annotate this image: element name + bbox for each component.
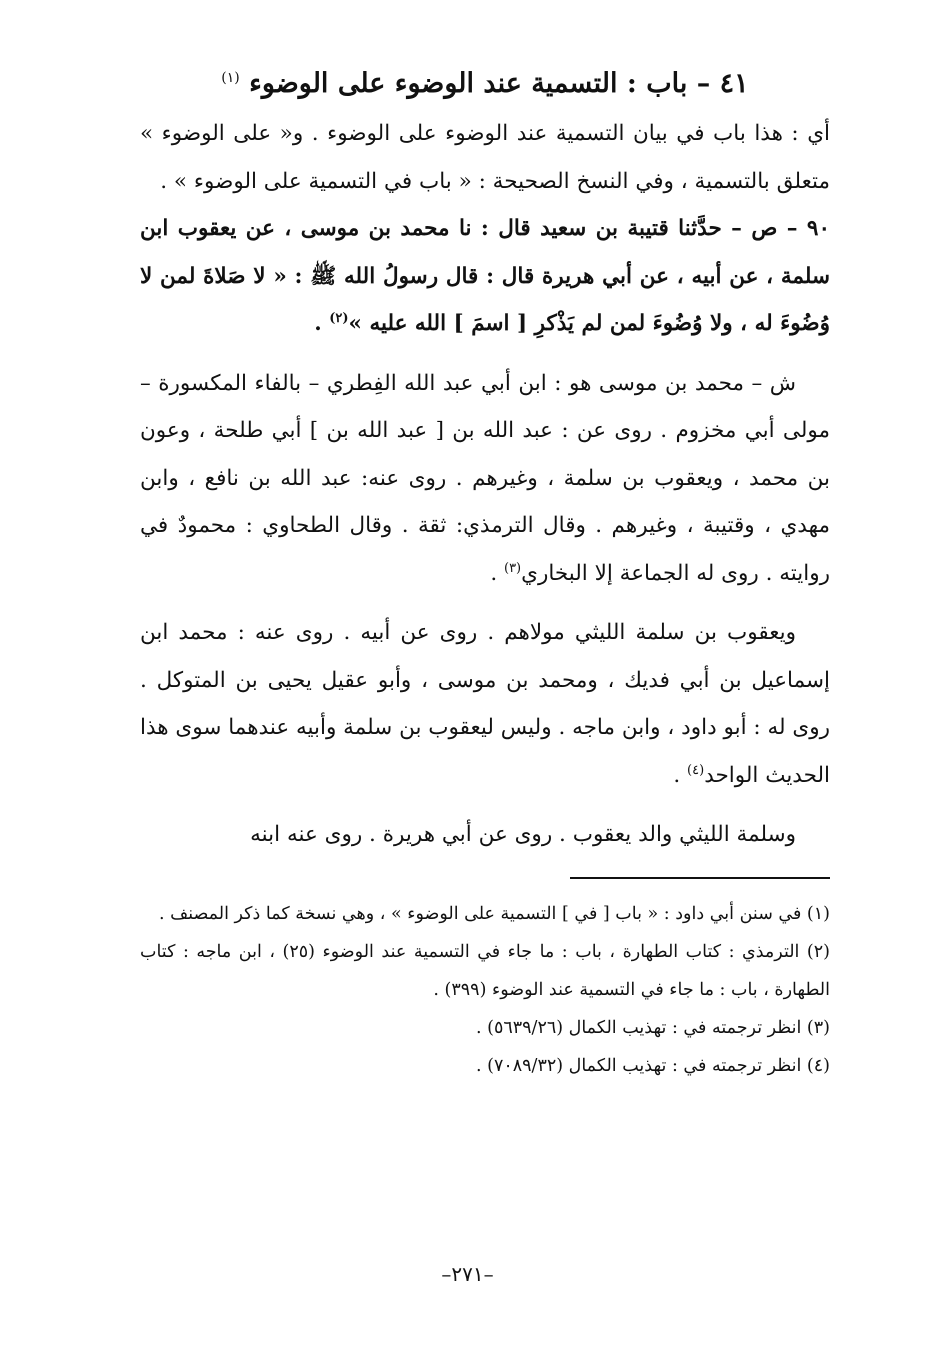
footnote-divider <box>570 877 830 879</box>
page-number: –٢٧١– <box>441 1262 494 1286</box>
footnote-2: (٢) الترمذي : كتاب الطهارة ، باب : ما جاء في التسمية عند الوضوء (٢٥) ، ابن ماجه : كتاب الطهارة ، باب : ما جاء في التسمية عند الوضوء (٣٩٩) . <box>140 941 830 1000</box>
hadith-end: . <box>314 311 330 336</box>
footnote-ref-4: (٤) <box>687 762 705 778</box>
footnote-ref-3: (٣) <box>503 560 522 576</box>
footnote-4: (٤) انظر ترجمته في : تهذيب الكمال (٧٠٨٩/٣٢) . <box>476 1055 830 1076</box>
chapter-heading <box>140 56 830 106</box>
footnote-ref-1: (١) <box>221 70 240 86</box>
footnote-3: (٣) انظر ترجمته في : تهذيب الكمال (٥٦٣٩/٢٦) . <box>476 1017 830 1038</box>
commentary-end: . <box>490 560 504 586</box>
chapter-heading-text: ٤١ – باب : التسمية عند الوضوء على الوضوء <box>249 68 749 99</box>
yaqub-paragraph <box>140 609 830 799</box>
footnotes-section <box>140 895 830 1085</box>
yaqub-text: ويعقوب بن سلمة الليثي مولاهم . روى عن أبيه . روى عنه : محمد ابن إسماعيل بن أبي فديك ، ومحمد بن موسى ، وأبو عقيل يحيى بن المتوكل . روى له : أبو داود ، وابن ماجه . وليس ليعقوب بن سلمة وأبيه عندهما سوى هذا الحديث الواحد <box>140 620 830 788</box>
yaqub-end: . <box>673 762 688 788</box>
footnote-ref-2: (٢) <box>329 310 349 326</box>
page-content <box>140 50 830 1085</box>
intro-paragraph: أي : هذا باب في بيان التسمية عند الوضوء على الوضوء . و« على الوضوء » متعلق بالتسمية ، وفي النسخ الصحيحة : « باب في التسمية على الوضوء » . <box>140 121 830 194</box>
commentary-paragraph <box>140 360 830 598</box>
hadith-paragraph <box>140 205 830 348</box>
commentary-text: ش – محمد بن موسى هو : ابن أبي عبد الله الفِطري – بالفاء المكسورة – مولى أبي مخزوم . روى عن : عبد الله بن [ عبد الله بن ] أبي طلحة ، وعون بن محمد ، ويعقوب بن سلمة ، وغيرهم . روى عنه: عبد الله بن نافع ، وابن مهدي ، وقتيبة ، وغيرهم . وقال الترمذي: ثقة . وقال الطحاوي : محمودٌ في روايته . روى له الجماعة إلا البخاري <box>140 370 830 586</box>
footnote-1: (١) في سنن أبي داود : « باب [ في ] التسمية على الوضوء » ، وهي نسخة كما ذكر المصنف . <box>158 903 830 924</box>
salama-paragraph: وسلمة الليثي والد يعقوب . روى عن أبي هريرة . روى عنه ابنه <box>250 822 796 847</box>
hadith-text: ٩٠ – ص – حدَّثنا قتيبة بن سعيد قال : نا محمد بن موسى ، عن يعقوب ابن سلمة ، عن أبيه ، عن أبي هريرة قال : قال رسولُ الله ﷺ : « لا صَلاةَ لمن لا وُضُوءَ له ، ولا وُضُوءَ لمن لم يَذْكرِ [ اسمَ ] الله عليه » <box>140 216 830 336</box>
